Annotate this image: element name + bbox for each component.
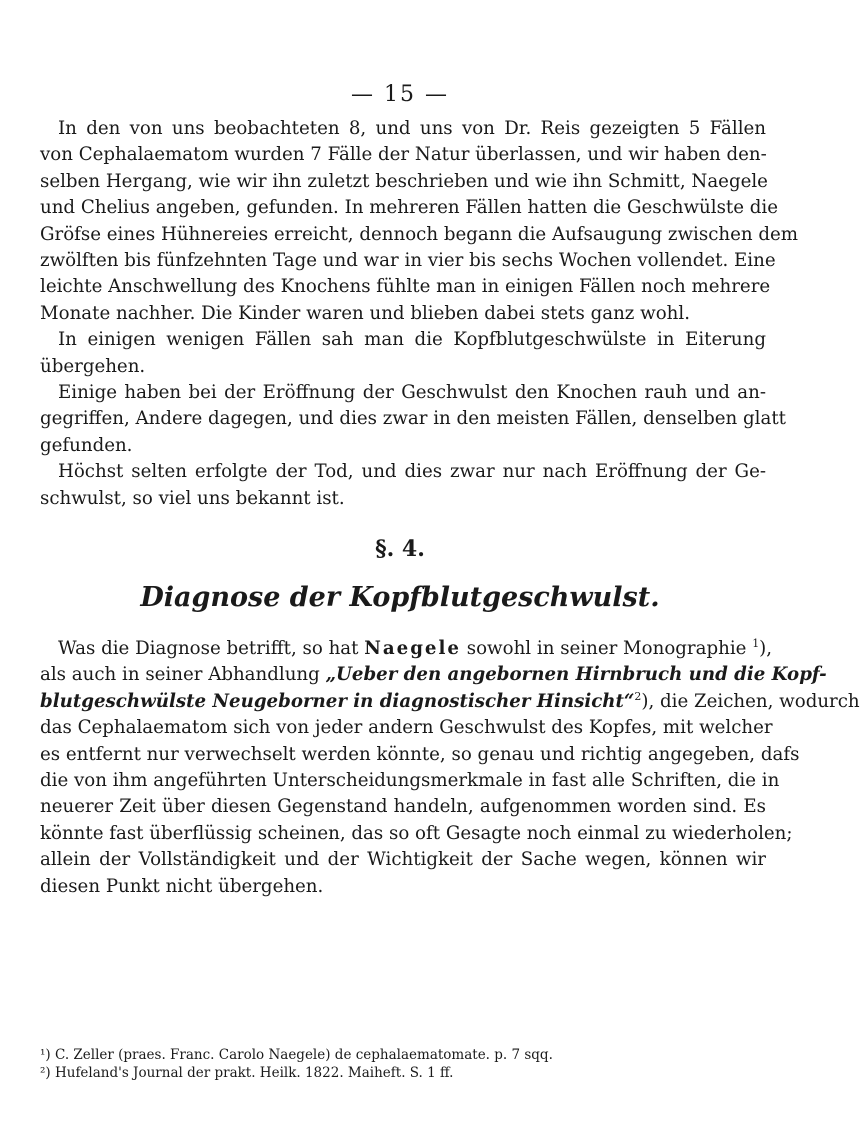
- footnote-2: ²) Hufeland's Journal der prakt. Heilk. 1822. Maiheft. S. 1 ff.: [40, 1065, 454, 1081]
- text-line: [40, 636, 773, 662]
- section-heading: Diagnose der Kopfblutgeschwulst.: [140, 582, 660, 613]
- cited-title: „Ueber den angebornen Hirnbruch und die Kopf-: [325, 664, 827, 686]
- footnote-1: ¹) C. Zeller (praes. Franc. Carolo Naegele) de cephalaematomate. p. 7 sqq.: [40, 1047, 553, 1063]
- section-number: §. 4.: [375, 536, 425, 562]
- page-number: — 15 —: [351, 82, 449, 107]
- cited-title: blutgeschwülste Neugeborner in diagnostischer Hinsicht“: [40, 690, 635, 712]
- text-line: neuerer Zeit über diesen Gegenstand handeln, aufgenommen worden sind. Es: [40, 796, 766, 818]
- text-line: es entfernt nur verwechselt werden könnte, so genau und richtig angegeben, dafs: [40, 743, 800, 765]
- text-line: Einige haben bei der Eröffnung der Geschwulst den Knochen rauh und an-: [58, 382, 766, 404]
- text-line: gefunden.: [40, 434, 133, 456]
- text-line: die von ihm angeführten Unterscheidungsmerkmale in fast alle Schriften, die in: [40, 770, 780, 792]
- text-span: als auch in seiner Abhandlung: [40, 664, 326, 686]
- text-line: könnte fast überflüssig scheinen, das so oft Gesagte noch einmal zu wiederholen;: [40, 822, 793, 844]
- text-line: und Chelius angeben, gefunden. In mehreren Fällen hatten die Geschwülste die: [40, 197, 778, 219]
- text-line: Monate nachher. Die Kinder waren und blieben dabei stets ganz wohl.: [40, 302, 690, 324]
- text-span: Was die Diagnose betrifft, so hat: [58, 638, 365, 659]
- text-line: übergehen.: [40, 355, 146, 377]
- text-line: allein der Vollständigkeit und der Wichtigkeit der Sache wegen, können wir: [40, 849, 766, 871]
- text-line: leichte Anschwellung des Knochens fühlte man in einigen Fällen noch mehrere: [40, 276, 771, 298]
- text-line: In den von uns beobachteten 8, und uns von Dr. Reis gezeigten 5 Fällen: [58, 118, 766, 139]
- paragraph-cephalaematom-course: [40, 116, 799, 512]
- footnote-ref: 2: [634, 689, 642, 703]
- text-line: gegriffen, Andere dagegen, und dies zwar in den meisten Fällen, denselben glatt: [40, 408, 786, 430]
- text-line: Höchst selten erfolgte der Tod, und dies zwar nur nach Eröffnung der Ge-: [58, 461, 766, 483]
- text-line: In einigen wenigen Fällen sah man die Kopfblutgeschwülste in Eiterung: [58, 329, 766, 351]
- text-line: Gröfse eines Hühnereies erreicht, dennoch begann die Aufsaugung zwischen dem: [40, 223, 799, 245]
- text-line: das Cephalaematom sich von jeder andern Geschwulst des Kopfes, mit welcher: [40, 717, 773, 739]
- text-line: [40, 689, 860, 715]
- text-line: von Cephalaematom wurden 7 Fälle der Natur überlassen, und wir haben den-: [40, 144, 767, 166]
- text-span: sowohl in seiner Monographie: [460, 638, 753, 659]
- footnote-ref: 1: [752, 636, 760, 650]
- text-line: selben Hergang, wie wir ihn zuletzt beschrieben und wie ihn Schmitt, Naegele: [40, 170, 768, 192]
- text-line: zwölften bis fünfzehnten Tage und war in vier bis sechs Wochen vollendet. Eine: [40, 250, 776, 272]
- author-name: Naegele: [364, 638, 461, 659]
- text-span: ),: [759, 638, 773, 659]
- text-line: [40, 662, 827, 688]
- text-span: ), die Zeichen, wodurch: [641, 690, 860, 712]
- text-line: schwulst, so viel uns bekannt ist.: [40, 487, 345, 509]
- paragraph-diagnosis: [40, 636, 860, 900]
- text-line: diesen Punkt nicht übergehen.: [40, 875, 324, 897]
